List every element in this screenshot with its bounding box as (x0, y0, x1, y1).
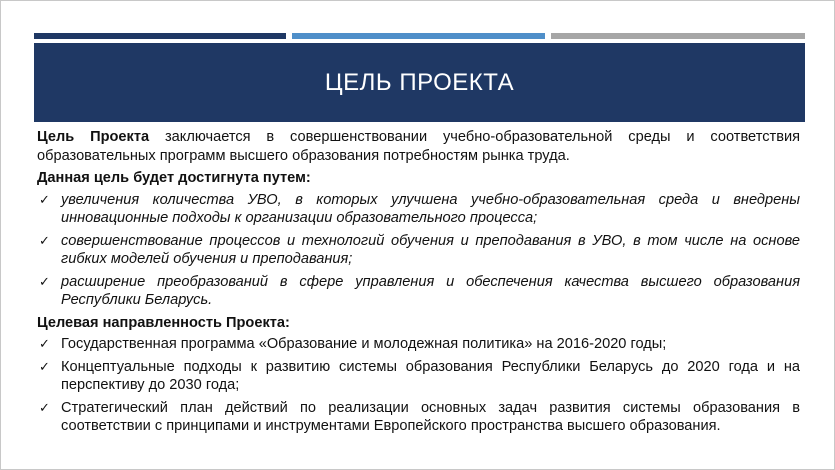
list-item (37, 358, 800, 395)
checkmark-icon: ✓ (39, 191, 50, 207)
heading-target-direction: Целевая направленность Проекта: (37, 314, 290, 331)
accent-bar-dark-blue (34, 33, 286, 39)
checkmark-icon: ✓ (39, 336, 50, 351)
list-item-text: совершенствование процессов и технологий обучения и преподавания в УВО, в том числе на основе гибких моделей обучения и преподавания; (61, 232, 800, 267)
list-item (37, 191, 800, 228)
intro-paragraph (37, 128, 800, 165)
list-item (37, 273, 800, 310)
list-item-text: расширение преобразований в сфере управления и обеспечения качества высшего образования Республики Беларусь. (61, 273, 800, 308)
list-item-text: увеличения количества УВО, в которых улучшена учебно-образовательная среда и внедрены инновационные подходы к организации образовательного процесса; (61, 191, 800, 226)
title-banner (34, 43, 805, 122)
heading-goal-means: Данная цель будет достигнута путем: (37, 170, 311, 186)
target-direction-list (37, 335, 800, 436)
goal-means-list (37, 191, 800, 310)
checkmark-icon: ✓ (39, 273, 50, 289)
intro-bold: Цель Проекта (37, 129, 150, 145)
slide-title: ЦЕЛЬ ПРОЕКТА (324, 68, 515, 96)
accent-bar-gray (551, 33, 805, 39)
list-item-text: Концептуальные подходы к развитию системы образования Республики Беларусь до 2020 года и на перспективу до 2030 года; (61, 358, 800, 393)
list-item (37, 335, 800, 354)
checkmark-icon: ✓ (39, 232, 50, 248)
checkmark-icon: ✓ (39, 399, 50, 415)
checkmark-icon: ✓ (39, 358, 50, 374)
slide-content (37, 128, 800, 440)
accent-bar-light-blue (292, 33, 545, 39)
list-item (37, 232, 800, 269)
list-item-text: Государственная программа «Образование и молодежная политика» на 2016-2020 годы; (61, 336, 667, 352)
list-item (37, 399, 800, 436)
intro-text: заключается в совершенствовании учебно-образовательной среды и соответствия образовательных программ высшего образования потребностям рынка труда. (37, 129, 800, 164)
list-item-text: Стратегический план действий по реализации основных задач развития системы образования в соответствии с принципами и инструментами Европейского пространства высшего образования. (61, 399, 800, 434)
